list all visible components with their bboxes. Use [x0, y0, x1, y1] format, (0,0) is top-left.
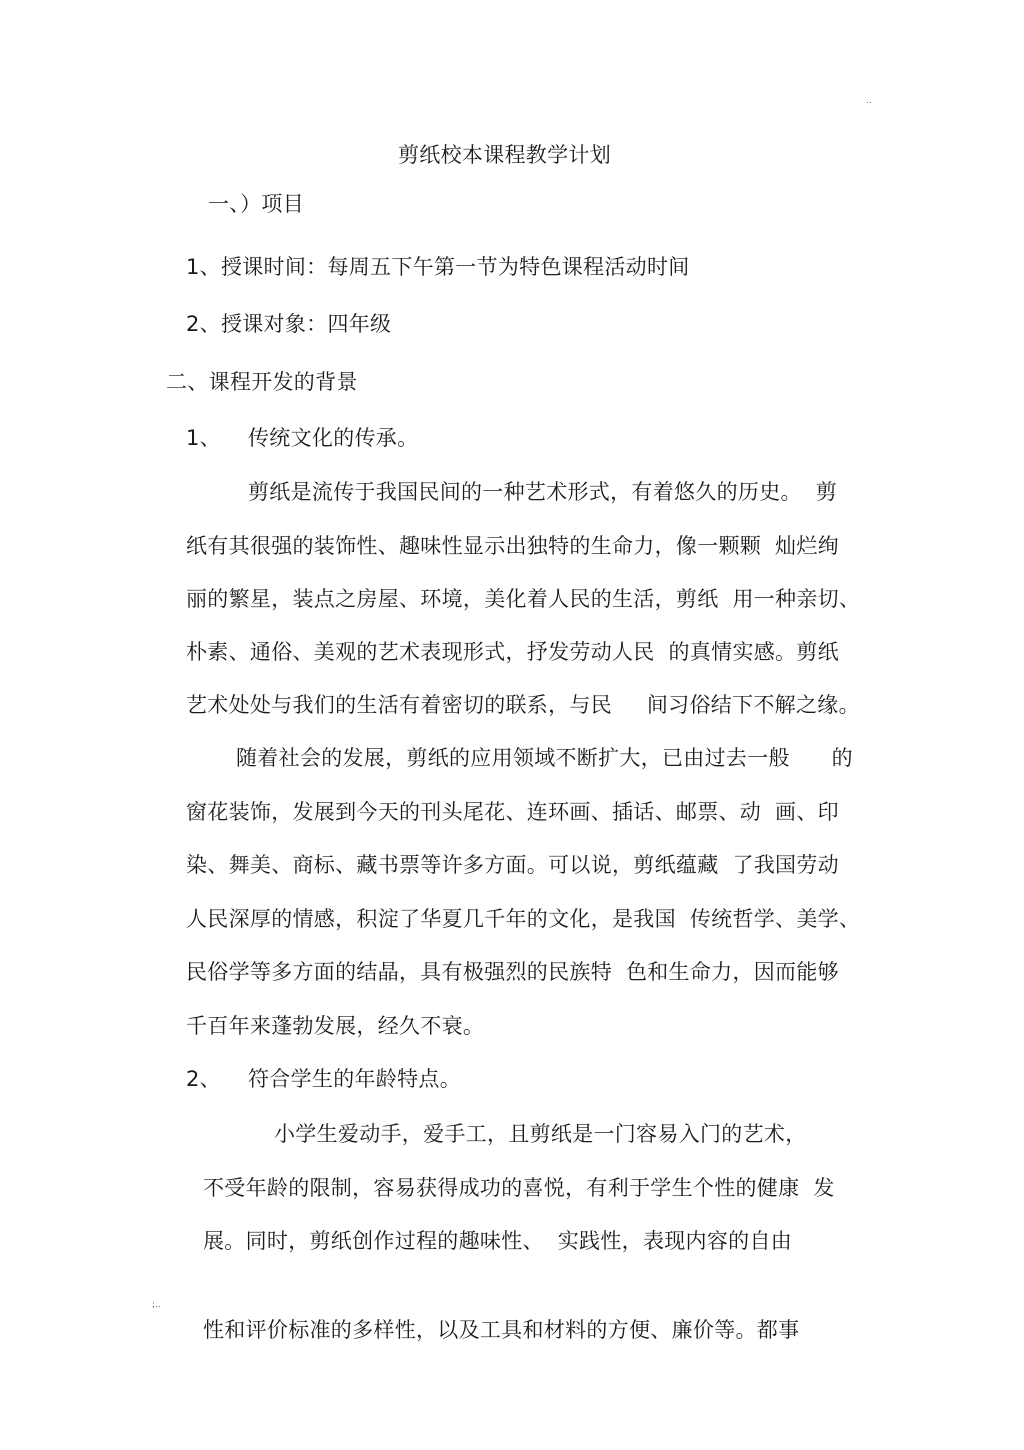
- subsection-2-number: 2、: [186, 1067, 221, 1091]
- section-1-item-1: 1、授课时间：每周五下午第一节为特色课程活动时间: [186, 255, 690, 279]
- paragraph-3-line: 性和评价标准的多样性，以及工具和材料的方便、廉价等。都事: [203, 1318, 800, 1342]
- paragraph-2-line: 窗花装饰，发展到今天的刊头尾花、连环画、插话、邮票、动 画、印: [186, 800, 839, 824]
- section-1-item-2: 2、授课对象：四年级: [186, 312, 392, 336]
- paragraph-1-line: 朴素、通俗、美观的艺术表现形式，抒发劳动人民 的真情实感。剪纸: [186, 640, 839, 664]
- paragraph-2-line: 人民深厚的情感，积淀了华夏几千年的文化，是我国 传统哲学、美学、: [186, 907, 861, 931]
- paragraph-3-line: 小学生爱动手，爱手工，且剪纸是一门容易入门的艺术，: [274, 1122, 807, 1146]
- subsection-1-title: 传统文化的传承。: [248, 426, 419, 450]
- paragraph-2-line: 民俗学等多方面的结晶，具有极强烈的民族特 色和生命力，因而能够: [186, 960, 839, 984]
- section-2-heading: 二、课程开发的背景: [166, 370, 358, 394]
- paragraph-1-line: 纸有其很强的装饰性、趣味性显示出独特的生命力，像一颗颗 灿烂绚: [186, 534, 839, 558]
- paragraph-3-line: 展。同时，剪纸创作过程的趣味性、 实践性，表现内容的自由: [203, 1229, 793, 1253]
- paragraph-1-line: 艺术处处与我们的生活有着密切的联系，与民 间习俗结下不解之缘。: [186, 693, 860, 717]
- corner-mark-top-right: ..: [866, 96, 872, 106]
- corner-mark-left-margin: ;..: [152, 1300, 161, 1310]
- page-title: 剪纸校本课程教学计划: [398, 143, 611, 167]
- subsection-1-number: 1、: [186, 426, 221, 450]
- paragraph-2-line: 千百年来蓬勃发展，经久不衰。: [186, 1014, 485, 1038]
- subsection-2-title: 符合学生的年龄特点。: [248, 1067, 461, 1091]
- section-1-heading: 一、）项目: [208, 192, 304, 216]
- paragraph-3-line: 不受年龄的限制，容易获得成功的喜悦，有利于学生个性的健康 发: [203, 1176, 835, 1200]
- paragraph-1-line: 剪纸是流传于我国民间的一种艺术形式，有着悠久的历史。 剪: [248, 480, 838, 504]
- paragraph-1-line: 丽的繁星，装点之房屋、环境，美化着人民的生活，剪纸 用一种亲切、: [186, 587, 861, 611]
- paragraph-2-line: 随着社会的发展，剪纸的应用领域不断扩大，已由过去一般 的: [236, 746, 853, 770]
- paragraph-2-line: 染、舞美、商标、藏书票等许多方面。可以说，剪纸蕴藏 了我国劳动: [186, 853, 839, 877]
